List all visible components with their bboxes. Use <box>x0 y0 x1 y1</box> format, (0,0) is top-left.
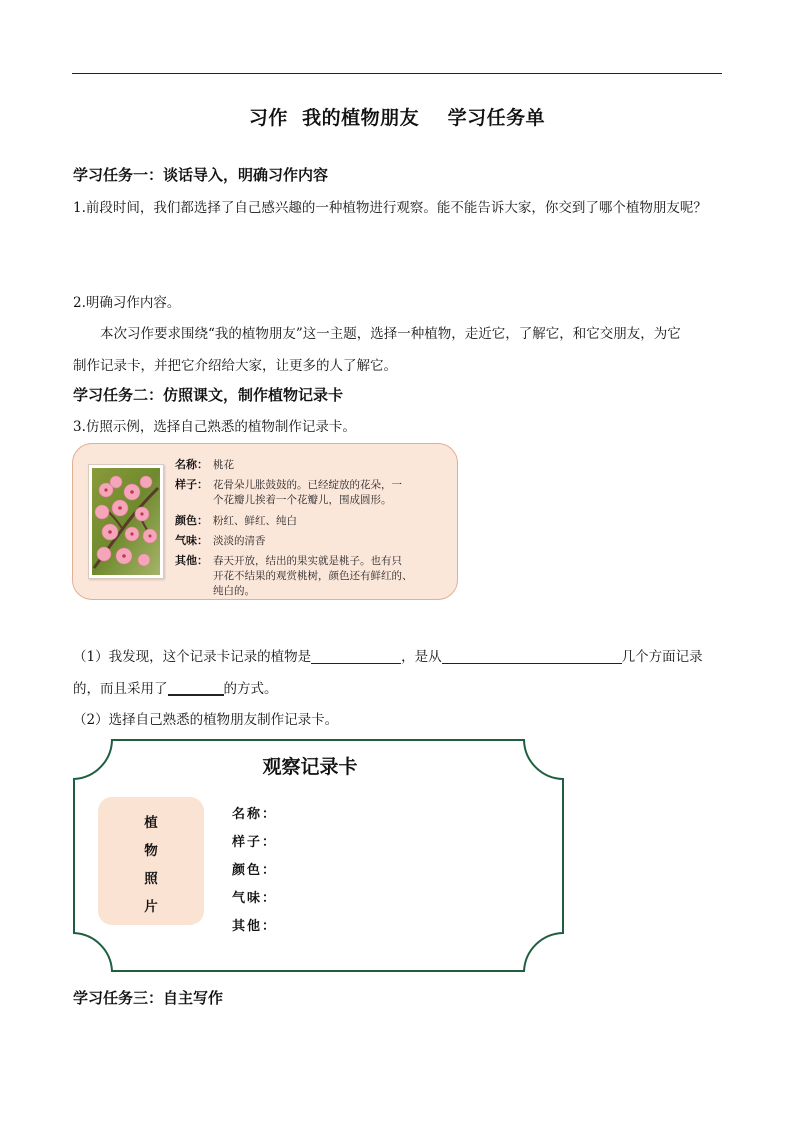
example-other-line-1: 春天开放，结出的果实就是桃子。也有只 <box>213 555 402 567</box>
blank-aspects[interactable] <box>442 649 622 664</box>
question-3: 3.仿照示例，选择自己熟悉的植物制作记录卡。 <box>73 419 356 435</box>
example-color-value: 粉红、鲜红、纯白 <box>213 515 297 527</box>
example-color-label: 颜色： <box>175 514 208 527</box>
example-look-line-1: 花骨朵儿胀鼓鼓的。已经绽放的花朵，一 <box>213 479 402 491</box>
question-1: 1.前段时间，我们都选择了自己感兴趣的一种植物进行观察。能不能告诉大家，你交到了哪个植物朋友呢？ <box>73 200 707 216</box>
example-smell-value: 淡淡的清香 <box>213 535 266 547</box>
fill-1-text-b: ，是从 <box>401 649 442 665</box>
example-name-value: 桃花 <box>213 459 234 471</box>
example-other-label: 其他： <box>175 554 208 567</box>
example-look-label: 样子： <box>175 478 208 491</box>
obs-other-label: 其他： <box>232 919 278 934</box>
fill-1-text-d: 的，而且采用了 <box>73 681 168 697</box>
example-other-line-2: 开花不结果的观赏桃树，颜色还有鲜红的、 <box>213 570 413 582</box>
fill-question-1-cont <box>73 677 278 697</box>
photo-char-4: 片 <box>144 899 158 915</box>
example-smell-label: 气味： <box>175 534 208 547</box>
fill-question-2: （2）选择自己熟悉的植物朋友制作记录卡。 <box>73 712 339 728</box>
page-title: 习作 我的植物朋友 学习任务单 <box>248 107 546 129</box>
obs-name-label: 名称： <box>232 807 278 822</box>
task3-heading: 学习任务三：自主写作 <box>73 989 224 1007</box>
requirement-line-2: 制作记录卡，并把它介绍给大家，让更多的人了解它。 <box>73 358 397 374</box>
fill-1-text-a: （1）我发现，这个记录卡记录的植物是 <box>73 649 312 665</box>
example-record-card <box>72 443 458 600</box>
fill-1-text-e: 的方式。 <box>223 681 278 697</box>
peach-blossom-photo <box>88 464 164 579</box>
task2-heading: 学习任务二：仿照课文，制作植物记录卡 <box>73 386 344 404</box>
example-name-label: 名称： <box>175 458 208 471</box>
blank-method[interactable] <box>168 680 224 696</box>
observation-card-title: 观察记录卡 <box>262 756 358 778</box>
photo-char-2: 物 <box>144 843 158 859</box>
fill-1-text-c: 几个方面记录 <box>621 649 703 665</box>
obs-smell-label: 气味： <box>232 891 278 906</box>
example-look-line-2: 个花瓣儿挨着一个花瓣儿，围成圆形。 <box>213 494 392 506</box>
plant-photo-placeholder[interactable] <box>98 797 204 925</box>
blank-plant-name[interactable] <box>311 649 401 664</box>
top-rule <box>72 73 722 74</box>
obs-look-label: 样子： <box>232 835 278 850</box>
example-other-line-3: 纯白的。 <box>213 585 255 597</box>
fill-question-1 <box>73 645 703 665</box>
obs-color-label: 颜色： <box>232 863 278 878</box>
photo-char-3: 照 <box>144 871 158 887</box>
task1-heading: 学习任务一：谈话导入，明确习作内容 <box>73 166 329 184</box>
question-2: 2.明确习作内容。 <box>73 295 181 311</box>
photo-char-1: 植 <box>144 815 158 831</box>
requirement-line-1: 本次习作要求围绕“我的植物朋友”这一主题，选择一种植物，走近它，了解它，和它交朋友，为它 <box>100 326 681 342</box>
